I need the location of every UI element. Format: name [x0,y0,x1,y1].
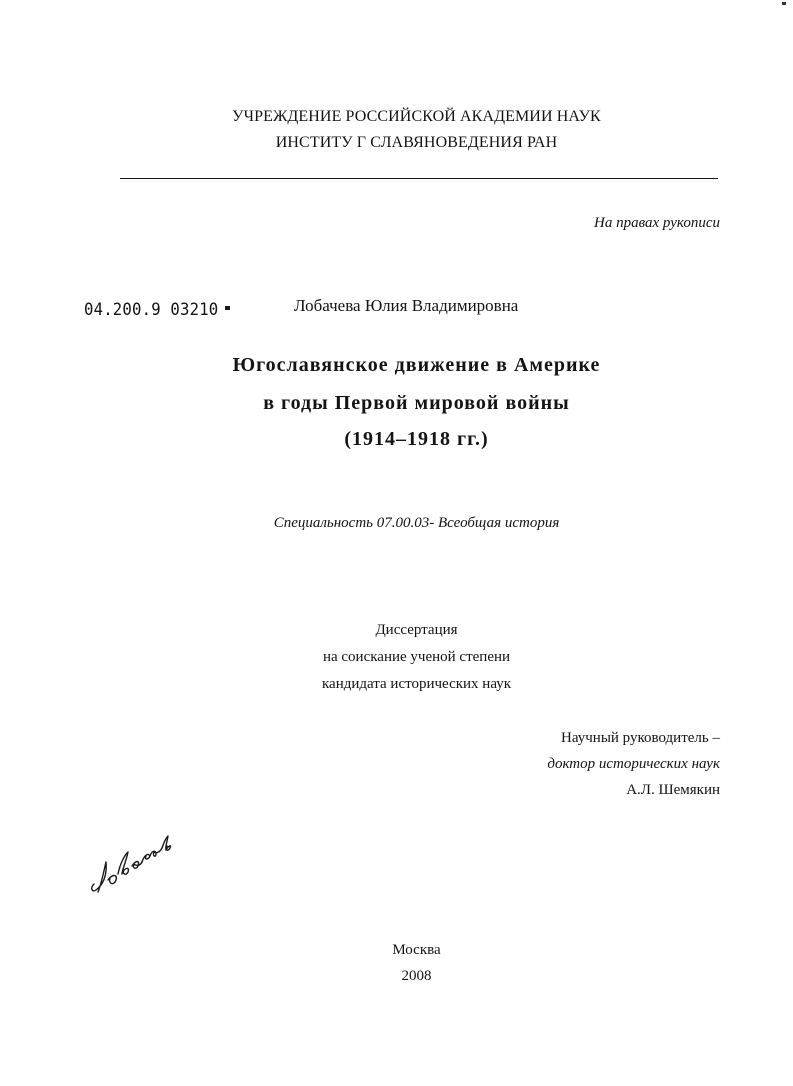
city: Москва [392,942,441,958]
header-divider [120,178,718,179]
specialty: Специальность 07.00.03- Всеобщая история [273,515,560,531]
dissertation-line-1: Диссертация [375,622,458,638]
title-line-3: (1914–1918 гг.) [344,428,489,450]
institution-line-2: ИНСТИТУ Г СЛАВЯНОВЕДЕНИЯ РАН [275,134,558,151]
title-line-1: Югославянское движение в Америке [232,354,601,376]
year: 2008 [401,968,432,984]
institution-line-1: УЧРЕЖДЕНИЕ РОССИЙСКОЙ АКАДЕМИИ НАУК [232,108,601,125]
supervisor-role: Научный руководитель – [561,730,720,746]
registration-code-mark [225,306,230,310]
scan-corner-mark [782,2,786,5]
handwritten-signature [82,822,182,902]
author-name: Лобачева Юлия Владимировна [294,296,519,315]
supervisor-name: А.Л. Шемякин [626,782,720,798]
dissertation-line-2: на соискание ученой степени [322,649,511,665]
dissertation-line-3: кандидата исторических наук [321,676,512,692]
supervisor-degree: доктор исторических наук [547,756,720,772]
registration-code: 04.200.9 03210 [84,300,219,320]
title-line-2: в годы Первой мировой войны [263,392,570,414]
manuscript-note: На правах рукописи [594,215,720,231]
